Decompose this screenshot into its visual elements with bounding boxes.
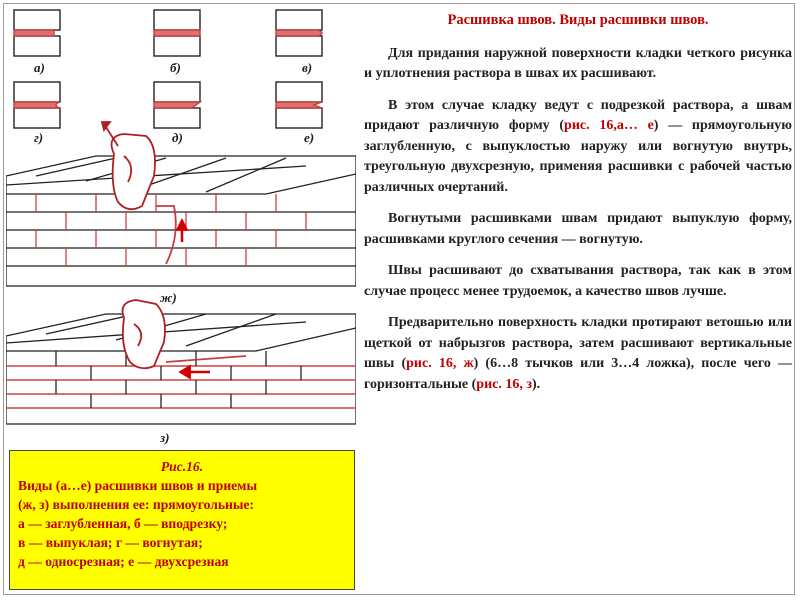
fig-label-b: б) [170,60,181,75]
joint-section-d [154,82,200,128]
joint-section-a [14,10,60,56]
figure-ref-z: рис. 16, з [476,376,532,392]
fig-label-zh: ж) [160,290,177,305]
paragraph-3: Вогнутыми расшивками швам придают выпуклую форму, расшивками круглого сечения — вогнутую. [364,211,792,247]
joint-types-illustration [6,6,356,446]
joint-section-g [14,82,60,128]
caption-title: Рис.16. [160,459,204,474]
caption-line-3: а — заглубленная, б — вподрезку; [18,516,228,531]
figure-ref-zh: рис. 16, ж [406,356,474,371]
page-title: Расшивка швов. Виды расшивки швов. [447,12,709,28]
fig-label-e: е) [304,130,315,145]
paragraph-5-part-c: ). [531,376,541,392]
wall-horizontal-joints [6,314,356,424]
figure-ref-a-e: рис. 16,а… е [564,118,654,133]
fig-label-d: д) [172,130,183,145]
article-text [364,10,792,406]
figure-caption [9,450,355,590]
paragraph-2 [364,96,792,199]
caption-line-5: д — односрезная; е — двухсрезная [18,554,229,569]
caption-line-4: в — выпуклая; г — вогнутая; [18,535,203,550]
paragraph-2-part-b: ) — прямоугольную заглубленную, с выпуклостью наружу или вогнутую внутрь, треугольную двухсрезную, применяя расшивки с рабочей частью различных очертаний. [364,118,793,195]
fig-label-v: в) [302,60,313,75]
caption-line-1: Виды (а…е) расшивки швов и приемы [18,478,258,493]
paragraph-1: Для придания наружной поверхности кладки четкого рисунка и уплотнения раствора в швах их расшивают. [364,45,792,81]
joint-section-b [154,10,200,56]
paragraph-5 [364,313,792,395]
joint-section-v [276,10,322,56]
paragraph-5-part-a: Предварительно поверхность кладки протирают ветошью или щеткой от набрызгов раствора, затем расшивают вертикальные швы ( [364,315,792,371]
paragraph-4: Швы расшивают до схватывания раствора, так как в этом случае процесс менее трудоемок, а качество швов лучше. [364,263,792,299]
paragraph-5-part-b: ) (6…8 тычков или 3…4 ложка), после чего — горизонтальные ( [364,356,792,392]
fig-label-g: г) [34,130,44,145]
caption-line-2: (ж, з) выполнения ее: прямоугольные: [18,497,255,512]
paragraph-2-part-a: В этом случае кладку ведут с подрезкой раствора, а швам придают различную форму ( [364,97,792,133]
joint-section-e [276,82,322,128]
fig-label-z: з) [160,430,170,445]
fig-label-a: а) [34,60,45,75]
